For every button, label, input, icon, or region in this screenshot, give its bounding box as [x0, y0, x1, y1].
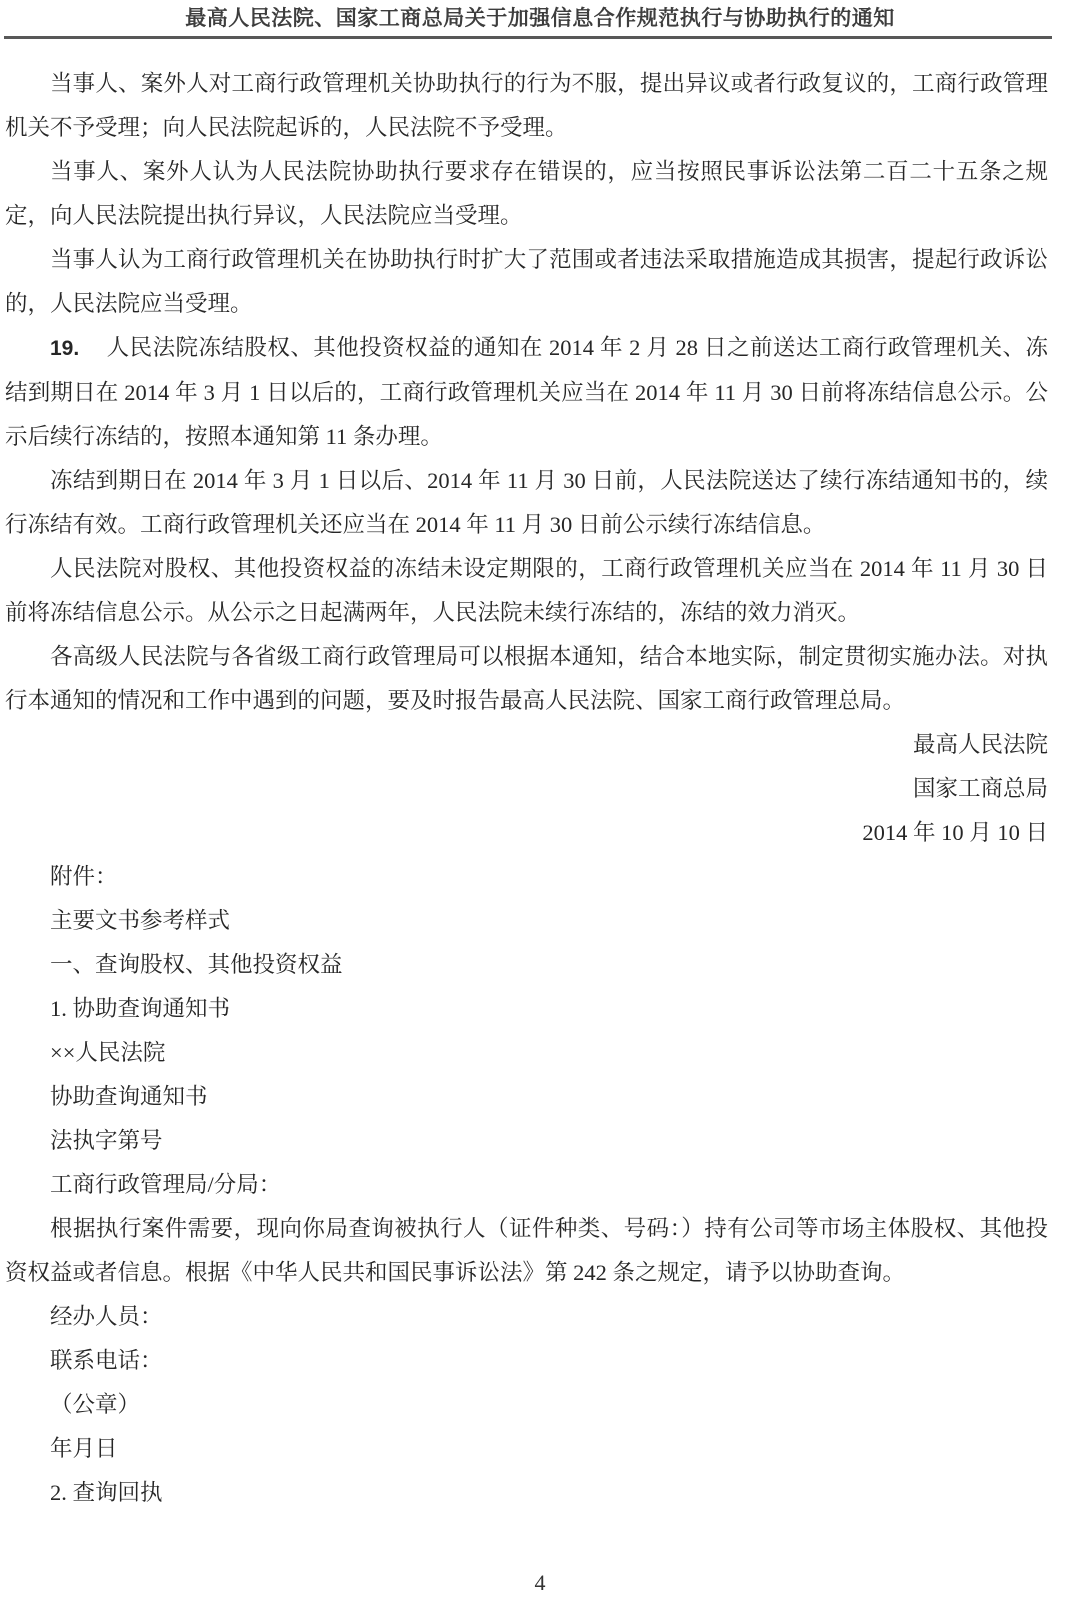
- document-header-title: 最高人民法院、国家工商总局关于加强信息合作规范执行与协助执行的通知: [185, 7, 895, 30]
- attachment-label: 附件：: [50, 864, 118, 889]
- paragraph-text: 人民法院冻结股权、其他投资权益的通知在 2014 年 2 月 28 日之前送达工商行政管理机关、冻结到期日在 2014 年 3 月 1 日以后的，工商行政管理机关应当在 2014 年 11 月 30 日前将冻结信息公示。公示后续行冻结的，按照本通知第 11 条办理。: [5, 335, 1048, 449]
- sample-date-line: 年月日: [50, 1436, 118, 1461]
- paragraph: 各高级人民法院与各省级工商行政管理局可以根据本通知，结合本地实际，制定贯彻实施办法。对执行本通知的情况和工作中遇到的问题，要及时报告最高人民法院、国家工商行政管理总局。: [5, 644, 1048, 713]
- attachment-section-1: 一、查询股权、其他投资权益: [50, 952, 343, 977]
- paragraph: 人民法院对股权、其他投资权益的冻结未设定期限的，工商行政管理机关应当在 2014 年 11 月 30 日前将冻结信息公示。从公示之日起满两年，人民法院未续行冻结的，冻结的效力消灭。: [5, 556, 1048, 625]
- sample-doc-title: 协助查询通知书: [50, 1084, 208, 1109]
- sample-doc-number: 法执字第号: [50, 1128, 163, 1153]
- paragraph: 冻结到期日在 2014 年 3 月 1 日以后、2014 年 11 月 30 日前，人民法院送达了续行冻结通知书的，续行冻结有效。工商行政管理机关还应当在 2014 年 11 月 30 日前公示续行冻结信息。: [5, 468, 1048, 537]
- attachment-item-1: 1. 协助查询通知书: [50, 996, 231, 1021]
- page-number: 4: [534, 1570, 546, 1595]
- sample-handler-line: 经办人员：: [50, 1304, 163, 1329]
- paragraph-number: 19.: [50, 337, 80, 360]
- paragraph: 当事人、案外人认为人民法院协助执行要求存在错误的，应当按照民事诉讼法第二百二十五条之规定，向人民法院提出执行异议，人民法院应当受理。: [5, 159, 1048, 228]
- signature-org-saic: 国家工商总局: [912, 776, 1048, 801]
- sample-court-name: ××人民法院: [50, 1040, 166, 1065]
- paragraph: 当事人、案外人对工商行政管理机关协助执行的行为不服，提出异议或者行政复议的，工商行政管理机关不予受理；向人民法院起诉的，人民法院不予受理。: [5, 71, 1048, 140]
- document-body: [0, 39, 1080, 1515]
- attachment-item-2: 2. 查询回执: [50, 1480, 163, 1505]
- numbered-paragraph: [5, 326, 1048, 459]
- paragraph: 当事人认为工商行政管理机关在协助执行时扩大了范围或者违法采取措施造成其损害，提起行政诉讼的，人民法院应当受理。: [5, 247, 1048, 316]
- attachment-title: 主要文书参考样式: [50, 908, 231, 933]
- signature-org-court: 最高人民法院: [912, 732, 1048, 757]
- sample-phone-line: 联系电话：: [50, 1348, 163, 1373]
- sample-seal-line: （公章）: [50, 1392, 141, 1417]
- signature-date: 2014 年 10 月 10 日: [862, 820, 1048, 845]
- sample-request-paragraph: 根据执行案件需要，现向你局查询被执行人（证件种类、号码：）持有公司等市场主体股权、其他投资权益或者信息。根据《中华人民共和国民事诉讼法》第 242 条之规定，请予以协助查询。: [5, 1216, 1048, 1285]
- sample-addressee: 工商行政管理局/分局：: [50, 1172, 282, 1197]
